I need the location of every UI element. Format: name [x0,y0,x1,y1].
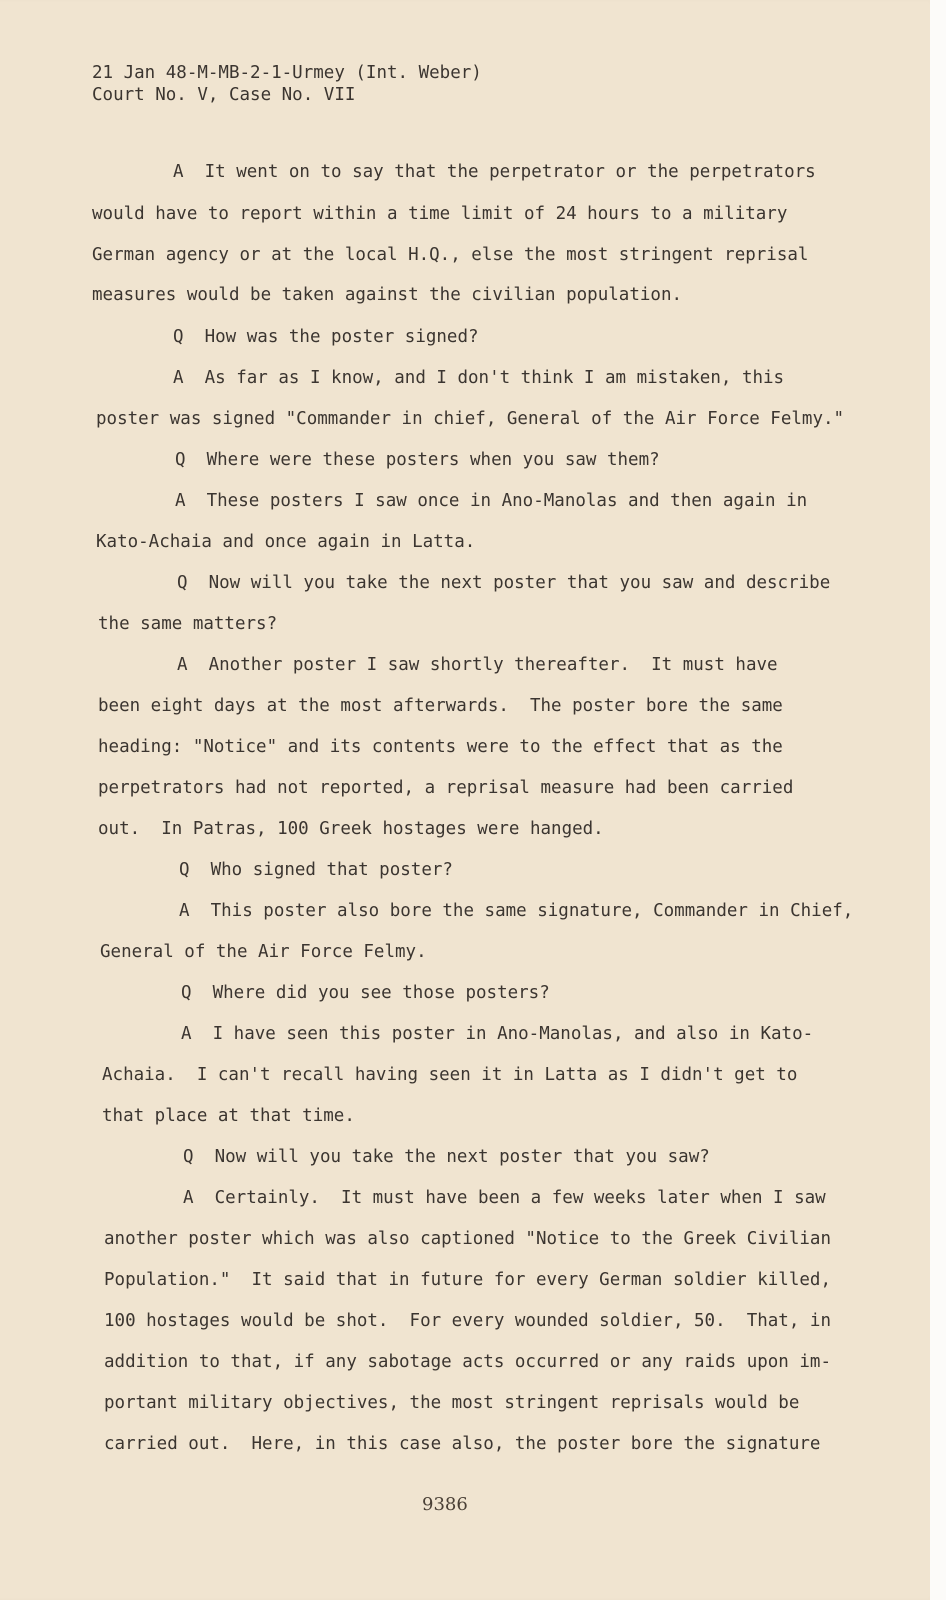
body-line: another poster which was also captioned "Notice to the Greek Civilian [104,1229,831,1249]
body-line: Q Who signed that poster? [179,860,453,880]
body-line: A As far as I know, and I don't think I am mistaken, this [173,368,785,388]
body-line: that place at that time. [102,1106,355,1126]
body-line: Kato-Achaia and once again in Latta. [96,532,476,552]
body-line: out. In Patras, 100 Greek hostages were hanged. [98,819,604,839]
body-line: 100 hostages would be shot. For every wounded soldier, 50. That, in [104,1311,831,1331]
body-line: perpetrators had not reported, a reprisal measure had been carried [98,778,794,798]
body-line: poster was signed "Commander in chief, General of the Air Force Felmy." [96,409,845,429]
body-line: German agency or at the local H.Q., else the most stringent reprisal [92,245,809,265]
page-edge [930,0,946,1600]
body-line: A These posters I saw once in Ano-Manolas and then again in [175,491,808,511]
body-line: carried out. Here, in this case also, the poster bore the signature [104,1434,821,1454]
body-line: Q Where were these posters when you saw them? [175,450,660,470]
body-line: Q Where did you see those posters? [181,983,550,1003]
body-line: Achaia. I can't recall having seen it in Latta as I didn't get to [102,1065,798,1085]
document-header [92,62,482,106]
body-line: A This poster also bore the same signature, Commander in Chief, [179,901,854,921]
body-line: measures would be taken against the civilian population. [92,285,683,305]
body-line: the same matters? [98,614,278,634]
body-line: Q Now will you take the next poster that you saw and describe [177,573,831,593]
body-line: heading: "Notice" and its contents were to the effect that as the [98,737,783,757]
body-line: Population." It said that in future for every German soldier killed, [104,1270,831,1290]
body-line: A It went on to say that the perpetrator or the perpetrators [173,162,816,182]
body-line: addition to that, if any sabotage acts occurred or any raids upon im- [104,1352,831,1372]
body-line: A I have seen this poster in Ano-Manolas, and also in Kato- [181,1024,814,1044]
body-line: General of the Air Force Felmy. [100,942,427,962]
header-line-2: Court No. V, Case No. VII [92,85,356,105]
body-line: A Certainly. It must have been a few weeks later when I saw [183,1188,826,1208]
body-line: A Another poster I saw shortly thereafter. It must have [177,655,778,675]
body-line: portant military objectives, the most stringent reprisals would be [104,1393,800,1413]
body-line: Q How was the poster signed? [173,327,479,347]
page-number: 9386 [422,1494,468,1515]
body-line: would have to report within a time limit of 24 hours to a military [92,204,788,224]
header-line-1: 21 Jan 48-M-MB-2-1-Urmey (Int. Weber) [92,63,482,83]
body-line: Q Now will you take the next poster that you saw? [183,1147,710,1167]
body-line: been eight days at the most afterwards. The poster bore the same [98,696,783,716]
